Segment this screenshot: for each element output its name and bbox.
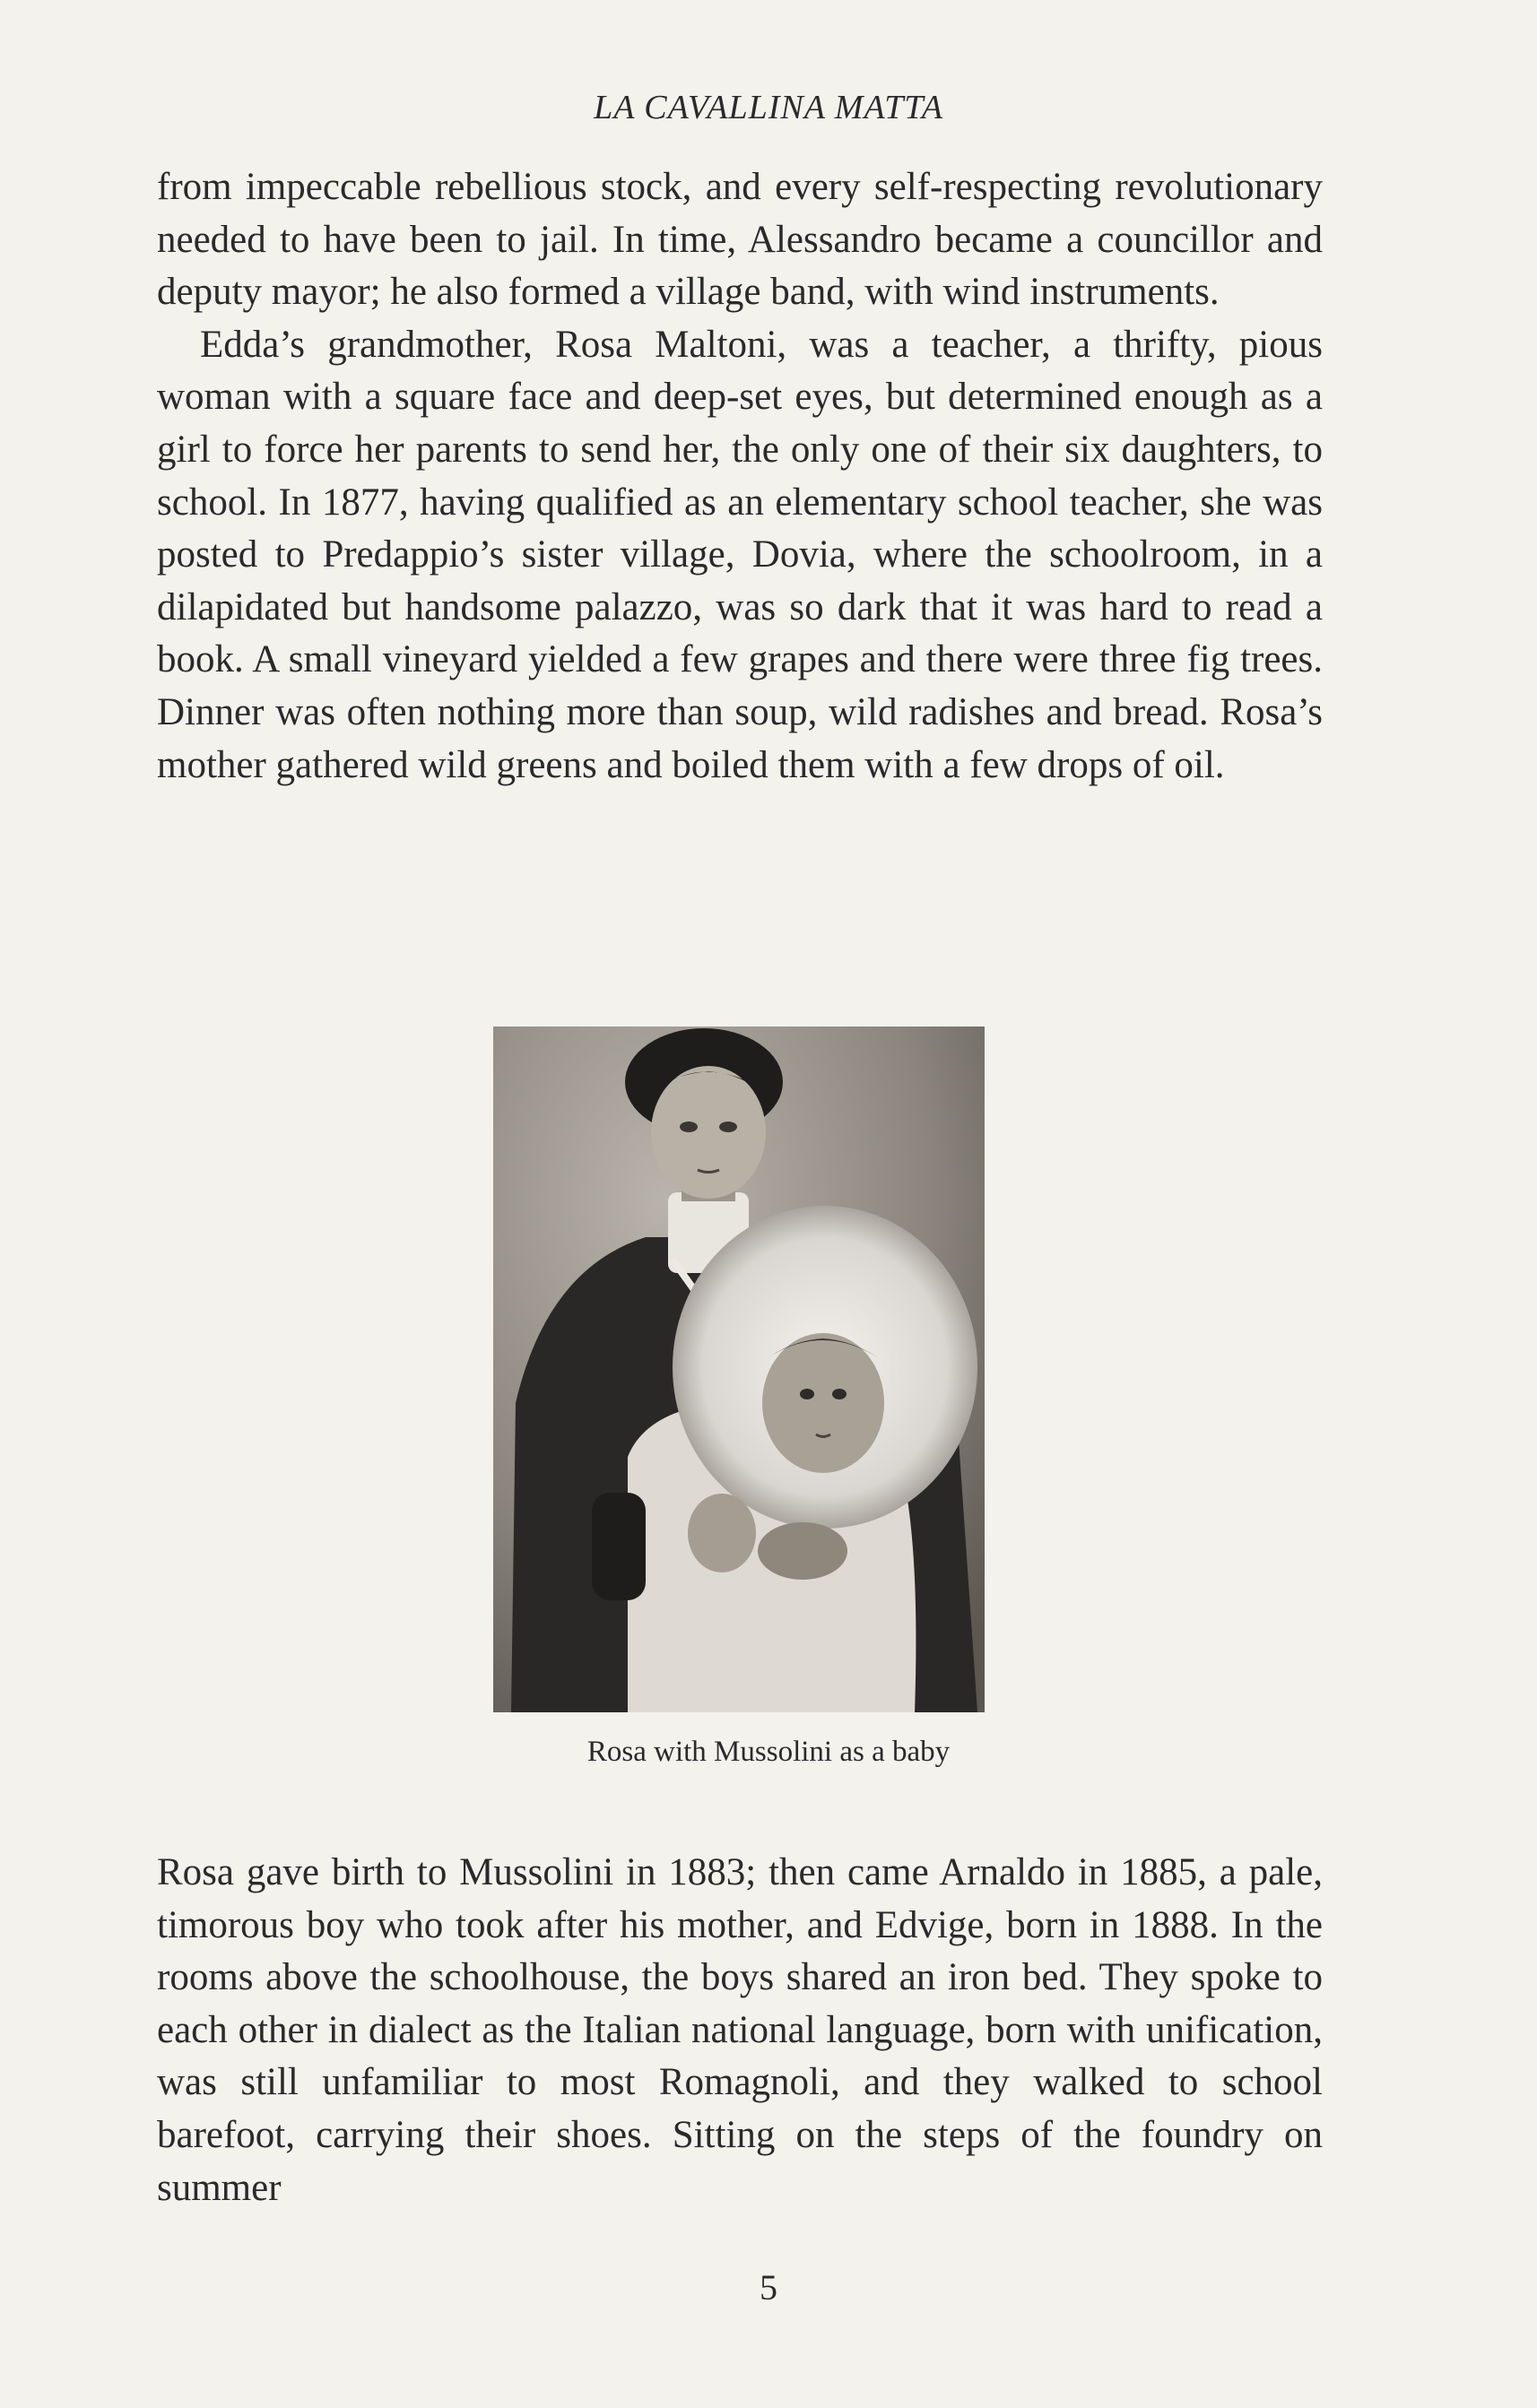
page-number: 5 [760, 2267, 777, 2308]
running-head: LA CAVALLINA MATTA [594, 89, 943, 126]
text-block-top [157, 161, 1323, 792]
paragraph-mussolini-birth: Rosa gave birth to Mussolini in 1883; then came Arnaldo in 1885, a pale, timorous boy who took after his mother, and Edvige, born in 1888. In the rooms above the schoolhouse, the boys shared an iron bed. They spoke to each other in dialect as the Italian national language, born with unification, was still unfamiliar to most Romagnoli, and they walked to school barefoot, carrying their shoes. Sitting on the steps of the foundry on summer [157, 1851, 1323, 2209]
text-block-bottom [157, 1847, 1323, 2214]
figure-caption: Rosa with Mussolini as a baby [586, 1736, 951, 1768]
paragraph-rosa-maltoni: Edda’s grandmother, Rosa Maltoni, was a teacher, a thrifty, pious woman with a square face and deep-set eyes, but determined enough as a girl to force her parents to send her, the only one of their six daughters, to school. In 1877, having qualified as an elementary school teacher, she was posted to Predappio’s sister village, Dovia, where the schoolroom, in a dilapidated but handsome palazzo, was so dark that it was hard to read a book. A small vineyard yielded a few grapes and there were three fig trees. Dinner was often nothing more than soup, wild radishes and bread. Rosa’s mother gathered wild greens and boiled them with a few drops of oil. [157, 323, 1323, 786]
photo-illustration [493, 1026, 985, 1712]
paragraph-continued: from impeccable rebellious stock, and every self-respecting revolutionary needed to have been to jail. In time, Alessandro became a councillor and deputy mayor; he also formed a village band, with wind instruments. [157, 166, 1323, 314]
photo-rosa-with-baby [493, 1026, 985, 1712]
